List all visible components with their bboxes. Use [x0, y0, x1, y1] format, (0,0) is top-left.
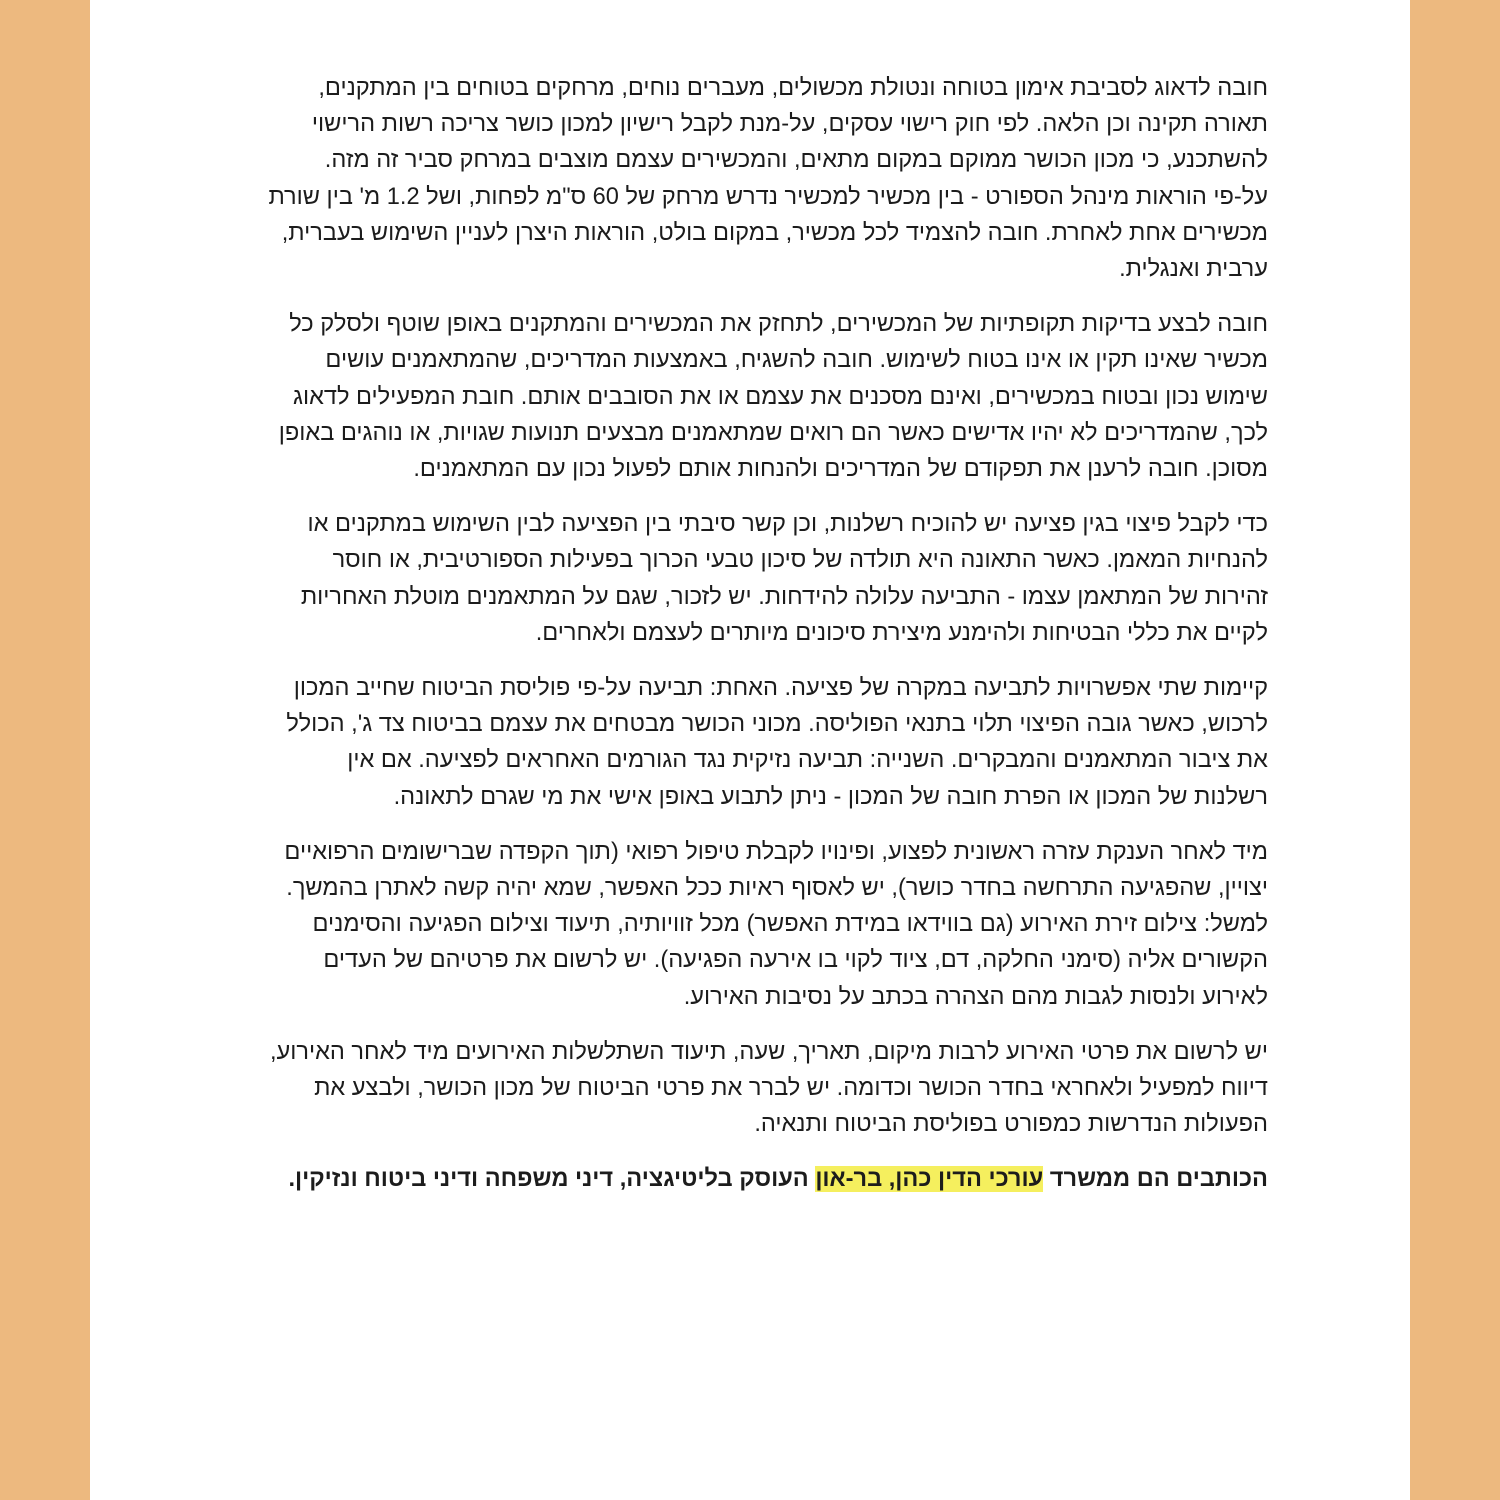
document-page: [90, 0, 1410, 1500]
author-credit-prefix: הכותבים הם ממשרד: [1043, 1166, 1268, 1193]
paragraph-safe-environment: חובה לדאוג לסביבת אימון בטוחה ונטולת מכשולים, מעברים נוחים, מרחקים בטוחים בין המתקנים, תאורה תקינה וכן הלאה. לפי חוק רישוי עסקים, על-מנת לקבל רישיון למכון כושר צריכה רשות הרישוי להשתכנע, כי מכון הכושר ממוקם במקום מתאים, והמכשירים עצמם מוצבים במרחק סביר זה מזה. על-פי הוראות מינהל הספורט - בין מכשיר למכשיר נדרש מרחק של 60 ס"מ לפחות, ושל 1.2 מ' בין שורת מכשירים אחת לאחרת. חובה להצמיד לכל מכשיר, במקום בולט, הוראות היצרן לעניין השימוש בעברית, ערבית ואנגלית.: [268, 75, 1268, 283]
article-body: [268, 70, 1268, 1198]
paragraph-recording-details: יש לרשום את פרטי האירוע לרבות מיקום, תאריך, שעה, תיעוד השתלשלות האירועים מיד לאחר האירוע, דיווח למפעיל ולאחראי בחדר הכושר וכדומה. יש לברר את פרטי הביטוח של מכון הכושר, ולבצע את הפעולות הנדרשות כמפורט בפוליסת הביטוח ותנאיה.: [269, 1038, 1268, 1138]
paragraph-periodic-inspections: חובה לבצע בדיקות תקופתיות של המכשירים, לתחזק את המכשירים והמתקנים באופן שוטף ולסלק כל מכשיר שאינו תקין או אינו בטוח לשימוש. חובה להשגיח, באמצעות המדריכים, שהמתאמנים עושים שימוש נכון ובטוח במכשירים, ואינם מסכנים את עצמם או את הסובבים אותם. חובת המפעילים לדאוג לכך, שהמדריכים לא יהיו אדישים כאשר הם רואים שמתאמנים מבצעים תנועות שגויות, או נוהגים באופן מסוכן. חובה לרענן את תפקודם של המדריכים ולהנחות אותם לפעול נכון עם המתאמנים.: [278, 311, 1268, 483]
paragraph-collecting-evidence: מיד לאחר הענקת עזרה ראשונית לפצוע, ופינויו לקבלת טיפול רפואי (תוך הקפדה שברישומים הרפואיים יצויין, שהפגיעה התרחשה בחדר כושר), יש לאסוף ראיות ככל האפשר, שמא יהיה קשה לאתרן בהמשך. למשל: צילום זירת האירוע (גם בווידאו במידת האפשר) מכל זוויותיה, תיעוד וצילום הפגיעה והסימנים הקשורים אליה (סימני החלקה, דם, ציוד לקוי בו אירעה הפגיעה). יש לרשום את פרטיהם של העדים לאירוע ולנסות לגבות מהם הצהרה בכתב על נסיבות האירוע.: [284, 838, 1268, 1010]
law-firm-name-highlight: עורכי הדין כהן, בר-און: [815, 1166, 1044, 1193]
author-credit: [268, 1161, 1268, 1197]
paragraph-claim-options: קיימות שתי אפשרויות לתביעה במקרה של פציעה. האחת: תביעה על-פי פוליסת הביטוח שחייב המכון לרכוש, כאשר גובה הפיצוי תלוי בתנאי הפוליסה. מכוני הכושר מבטחים את עצמם בביטוח צד ג', הכולל את ציבור המתאמנים והמבקרים. השנייה: תביעה נזיקית נגד הגורמים האחראים לפציעה. אם אין רשלנות של המכון או הפרת חובה של המכון - ניתן לתבוע באופן אישי את מי שגרם לתאונה.: [286, 675, 1268, 810]
paragraph-proving-negligence: כדי לקבל פיצוי בגין פציעה יש להוכיח רשלנות, וכן קשר סיבתי בין הפציעה לבין השימוש במתקנים או להנחיות המאמן. כאשר התאונה היא תולדה של סיכון טבעי הכרוך בפעילות הספורטיבית, או חוסר זהירות של המתאמן עצמו - התביעה עלולה להידחות. יש לזכור, שגם על המתאמנים מוטלת האחריות לקיים את כללי הבטיחות ולהימנע מיצירת סיכונים מיותרים לעצמם ולאחרים.: [300, 511, 1268, 646]
author-credit-suffix: העוסק בליטיגציה, דיני משפחה ודיני ביטוח ונזיקין.: [288, 1166, 816, 1193]
